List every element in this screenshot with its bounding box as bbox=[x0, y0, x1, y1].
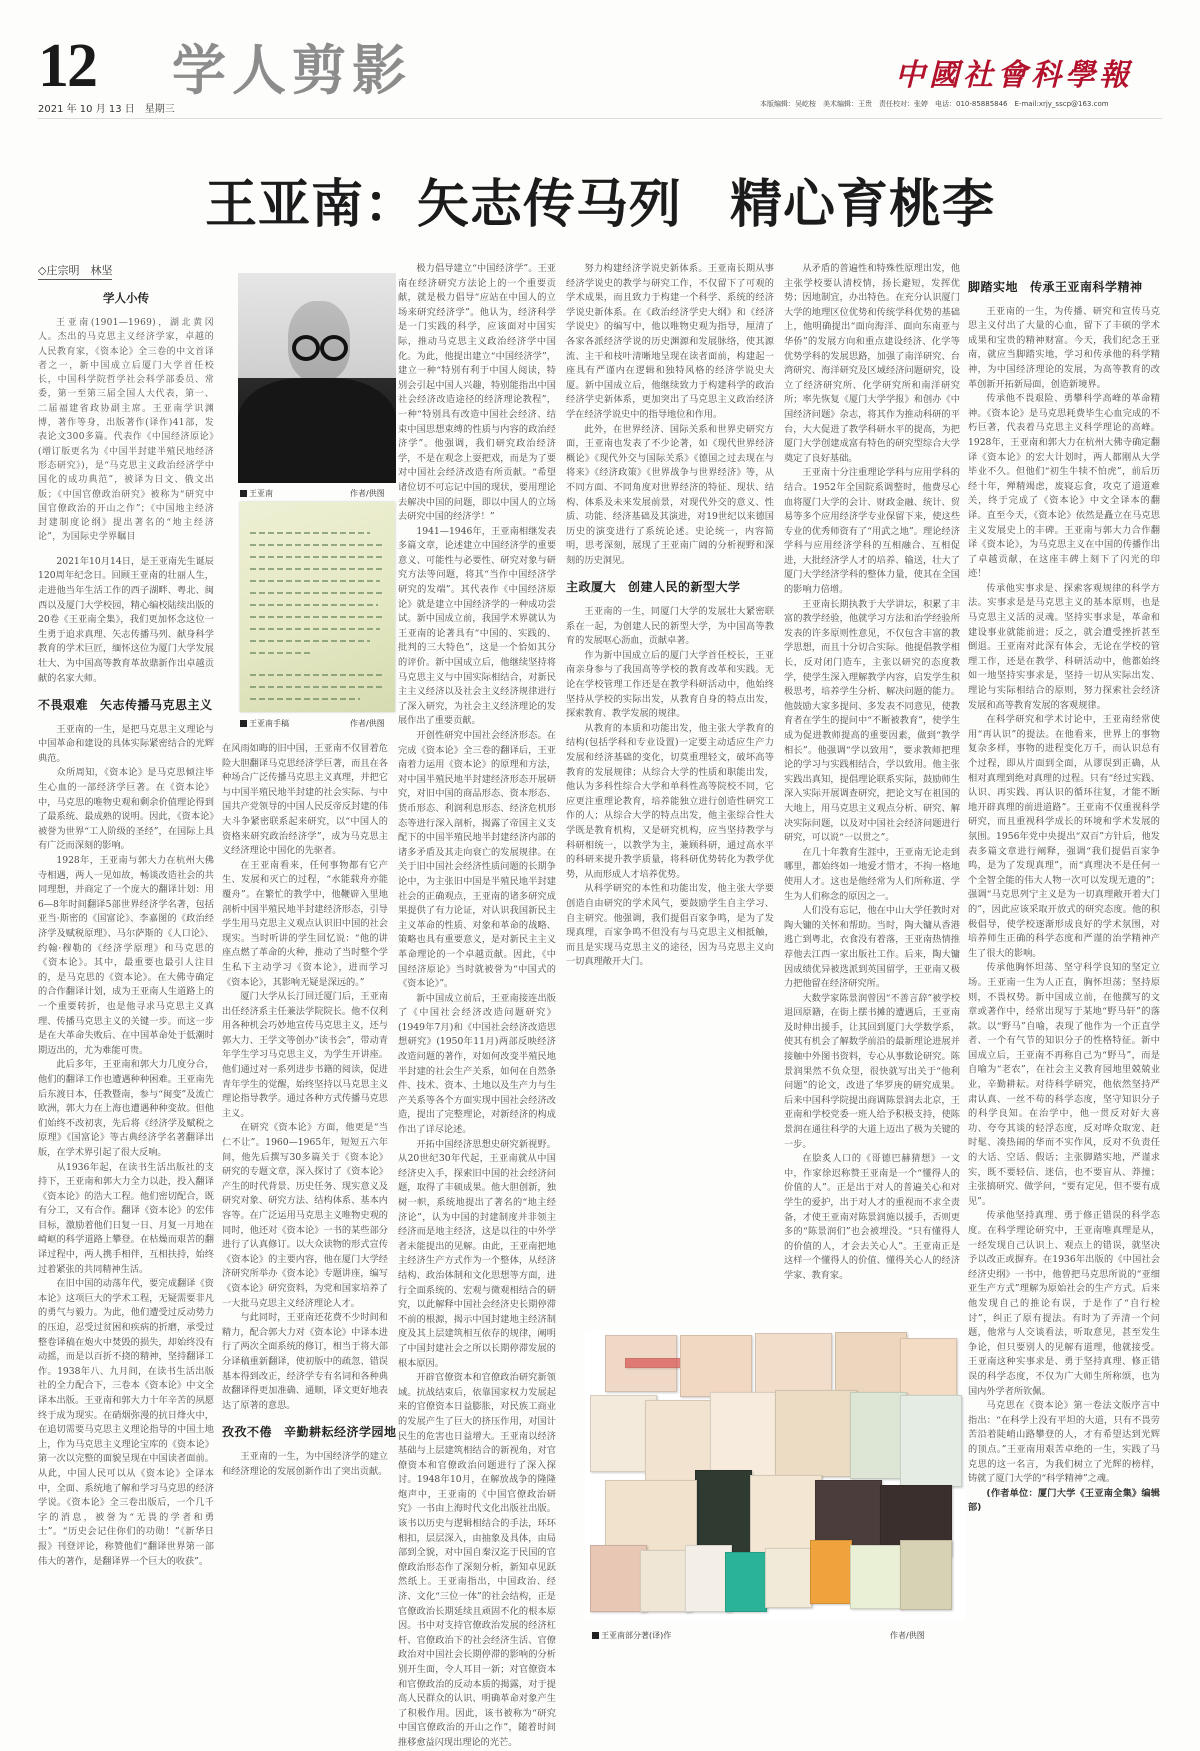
column-1 bbox=[38, 316, 214, 1646]
headline-part-1: 王亚南：矢志传马列 bbox=[204, 175, 682, 235]
paragraph: 王亚南的一生，是把马克思主义理论与中国革命和建设的具体实际紧密结合的光辉典范。 bbox=[38, 723, 214, 764]
column-6 bbox=[968, 262, 1160, 1642]
article-headline bbox=[0, 170, 1200, 240]
column-2 bbox=[222, 742, 397, 1646]
book-cover bbox=[590, 1545, 647, 1612]
paragraph: 从矛盾的普遍性和特殊性原理出发，他主张学校要认清校情，扬长避短，发挥优势；因地制宜，办出特色。在充分认识厦门大学的地理区位优势和传统学科优势的基础上，他明确提出“面向海洋、面向东南亚与华侨”的发展方向和重点建设经济、化学等优势学科的发展思路，加强了南洋研究、台湾研究、海洋研究及区域经济问题研究，设立了经济研究所、化学研究所和南洋研究所；率先恢复《厦门大学学报》和创办《中国经济问题》杂志，将其作为推动科研的平台，大大促进了教学科研水平的提高，为把厦门大学创建成富有特色的研究型综合大学奠定了良好基础。 bbox=[784, 263, 960, 464]
bio-text: 王亚南(1901—1969)，湖北黄冈人。杰出的马克思主义经济学家，卓越的人民教育家，《资本论》全三卷的中文首译者之一，新中国成立后厦门大学首任校长，中国科学院哲学社会科学部委员、常委，第一至第三届全国人大代表，第一、二届福建省政协副主席。王亚南学识渊博，著作等身，出版著作(译作)41部，发表论文300多篇。代表作《中国经济原论》(增订版更名为《中国半封建半殖民地经济形态研究》)，是“马克思主义政治经济学中国化的成功典范”，被译为日文、俄文出版；《中国官僚政治研究》被称为“研究中国官僚政治的开山之作”；《中国地主经济封建制度论纲》提出著名的“地主经济论”，为国际史学界瞩目 bbox=[38, 318, 214, 543]
paragraph: 此后多年，王亚南和郭大力几度分合，他们的翻译工作也遭遇种种困难。王亚南先后东渡日本，任教暨南，参与“闽变”及流亡欧洲，郭大力在上海也遭遇种种变故。但他们始终不改初衷，先后将《经济学及赋税之原理》《国富论》等古典经济学名著翻译出版，在学术界引起了很大反响。 bbox=[38, 1059, 214, 1158]
manuscript-image bbox=[240, 502, 395, 712]
portrait-photo bbox=[238, 273, 396, 483]
newspaper-logo: 中國社會科學報 bbox=[895, 58, 1133, 93]
section-heading-3: 主政厦大 创建人民的新型大学 bbox=[566, 580, 741, 595]
book-cover bbox=[835, 1332, 907, 1394]
paragraph: 1928年，王亚南与郭大力在杭州大佛寺相遇，两人一见如故，畅谈改造社会的共同理想，并商定了一个庞大的翻译计划：用6—8年时间翻译5部世界经济学名著，包括亚当·斯密的《国富论》、李嘉图的《政治经济学及赋税原理》、马尔萨斯的《人口论》、约翰·穆勒的《经济学原理》和马克思的《资本论》。其中，最重要也最引人注目的，是马克思的《资本论》。在大佛寺确定的合作翻译计划，成为王亚南人生道路上的一个重要转折，也是他寻求马克思主义真理、传播马克思主义的关键一步。而这一步是在大革命失败后、在中国革命处于低潮时期迈出的，尤为难能可贵。 bbox=[38, 855, 214, 1056]
section-heading-4: 脚踏实地 传承王亚南科学精神 bbox=[968, 280, 1143, 294]
headline-part-2: 精心育桃李 bbox=[730, 175, 996, 235]
paragraph: 在旧中国的动荡年代，要完成翻译《资本论》这项巨大的学术工程，无疑需要非凡的勇气与毅力。为此，他们遭受过反动势力的压迫，忍受过贫困和疾病的折磨，承受过整卷译稿在炮火中焚毁的损失，却始终没有动摇，而是以百折不挠的精神，坚持翻译工作。1938年八、九月间，在读书生活出版社的全力配合下，三卷本《资本论》中文全译本出版。王亚南和郭大力十年辛苦的夙愿终于成为现实。在硝烟弥漫的抗日烽火中，在追切需要马克思主义理论指导的中国土地上，作为马克思主义理论宝库的《资本论》第一次以完整的面貌呈现在中国读者面前。从此，中国人民可以从《资本论》全译本中，全面、系统地了解和学习马克思的经济学说。《资本论》全三卷出版后，一个几千字的消息，被誉为“无畏的学者和勇士”。“历史会记住你们的功勋！”《新华日报》刊登评论，称赞他们“翻译世界第一部伟大的著作，是翻译界一个巨大的收获”。 bbox=[38, 1278, 214, 1567]
books-credit: 作者/供图 bbox=[890, 1631, 925, 1640]
book-cover bbox=[765, 1548, 812, 1608]
paragraph: 在科学研究和学术讨论中，王亚南经常使用“再认识”的提法。在他看来，世界上的事物复杂多样，事物的进程变化万千，而认识总有个过程，即从片面到全面，从谬误到正确，从相对真理到绝对真理的过程。只有“经过实践、认识、再实践、再认识的循环往复，才能不断地开辟真理的前进道路”。王亚南不仅重视科学研究，而且重视科学成长的环境和学术发展的氛围。1956年党中央提出“双百”方针后，他发表多篇文章进行阐释，强调“我们提倡百家争鸣，是为了发现真理”，而“真理决不是任何一个全智全能的伟大人物一次可以发现无遗的”；强调“马克思列宁主义是为一切真理敞开着大门的”，因此应该采取开放式的研究态度。他的积极倡导，使学校逐渐形成良好的学术氛围，对培养师生正确的科学态度和严谨的治学精神产生了很大的影响。 bbox=[968, 714, 1160, 959]
paragraph: 人们没有忘记，他在中山大学任教时对陶大镛的关怀和帮助。当时，陶大镛从香港逃亡到粤北，衣食没有着落，王亚南热情推荐他去江西一家出版社工作。后来，陶大镛因成绩优异被选派到英国留学，王亚南又极力把他留在经济研究所。 bbox=[784, 905, 960, 990]
paragraph: 大数学家陈景润曾因“不善言辞”被学校退回原籍，在街上摆书摊的遭遇后，王亚南及时伸出援手，让其回到厦门大学数学系，使其有机会了解数学前沿的最新理论进展并接触中外图书资料，专心从事数论研究。陈景润果然不负众望，很快就写出关于“他利问题”的论文，改进了华罗庚的研究成果。后来中国科学院提出商调陈景润去北京，王亚南和学校党委一班人给予积极支持，使陈景润在通往科学的大道上迈出了极为关键的一步。 bbox=[784, 992, 960, 1150]
column-3 bbox=[398, 262, 556, 1748]
book-cover bbox=[755, 1333, 832, 1393]
column-4 bbox=[566, 262, 774, 1322]
paragraph: 1941—1946年，王亚南相继发表多篇文章，论述建立中国经济学的重要意义、可能性与必要性、研究对象与研究方法等问题，将其“当作中国经济学研究的发端”。其代表作《中国经济原论》就是建立中国经济学的一种成功尝试。新中国成立前，我国学术界就认为王亚南的论著具有“中国的、实践的、批判的三大特色”，这是一个恰如其分的评价。新中国成立后，他继续坚持将马克思主义与中国实际相结合，对新民主主义经济以及社会主义经济规律进行了深入研究，为社会主义经济理论的发展作出了重要贡献。 bbox=[398, 525, 556, 727]
book-cover bbox=[850, 1392, 907, 1479]
portrait-jacket bbox=[238, 378, 396, 483]
portrait-caption: 王亚南 bbox=[240, 488, 273, 499]
paragraph: 在研究《资本论》方面，他更是“当仁不让”。1960—1965年，短短五六年间，他先后撰写30多篇关于《资本论》研究的专题文章，深入探讨了《资本论》产生的时代背景、历史任务、现实意义及研究对象、研究方法、结构体系、基本内容等。在广泛运用马克思主义唯物史观的同时，他还对《资本论》一书的某些部分进行了认真修订。以大众读物的形式宣传《资本论》的主要内容，他在厦门大学经济研究所举办《资本论》专题讲座，编写《资本论》研究资料，为党和国家培养了一大批马克思主义经济理论人才。 bbox=[222, 1122, 388, 1309]
byline: ◇庄宗明 林坚 bbox=[38, 262, 112, 280]
paragraph: 在王亚南看来，任何事物都有它产生、发展和灭亡的过程，“水能载舟亦能覆舟”。在繁忙的教学中，他鞭辟入里地剖析中国半殖民地半封建经济形态，引导学生用马克思主义观点认识旧中国的社会现实。当时听讲的学生回忆说：“他的讲座点燃了革命的火种，推动了当时整个学生私下主动学习《资本论》，进而学习《资本论》，其影响无疑是深远的。” bbox=[222, 859, 388, 988]
paragraph: 开创性研究中国社会经济形态。在完成《资本论》全三卷的翻译后，王亚南着力运用《资本论》的原理和方法，对中国半殖民地半封建经济形态开展研究，对旧中国的商品形态、资本形态、货币形态、利润利息形态、经济危机形态等进行深入剖析，揭露了帝国主义支配下的中国半殖民地半封建经济内部的诸多矛盾及其走向衰亡的发展规律。在关于旧中国社会经济性质问题的长期争论中，为主张旧中国是半殖民地半封建社会的正确观点，王亚南的诸多研究成果提供了有力论证，对认识我国新民主主义革命的性质、对象和革命的战略、策略也具有重要意义，是对新民主主义革命理论的一个卓越贡献。因此，《中国经济原论》当时就被誉为“中国式的《资本论》”。 bbox=[398, 730, 556, 990]
paragraph: 王亚南长期执教于大学讲坛，积累了丰富的教学经验，他就学习方法和治学经验所发表的许多原则性意见，不仅包含丰富的教学思想，而且十分切合实际。他提倡教学相长，反对闭门造车，主张以研究的态度教学，使学生深入理解教学内容，启发学生积极思考，培养学生分析、解决问题的能力。他鼓励大家多提问、多发表不同意见，使教育者在学生的提问中“不断被教育”，使学生成为促进教师提高的重要因素，做到“教学相长”。他强调“学以致用”，要求教师把理论的学习与实践相结合，学以致用。他主张实践出真知，提倡理论联系实际，鼓励师生深入实际开展调查研究，把论文写在祖国的大地上，用马克思主义观点分析、研究、解决实际问题，以及对中国社会经济问题进行研究，可以说“一以贯之”。 bbox=[784, 598, 960, 844]
paragraph: 王亚南的一生，为中国经济学的建立和经济理论的发展创新作出了突出贡献。 bbox=[222, 1450, 388, 1477]
books-photo bbox=[585, 1330, 965, 1620]
glasses-right bbox=[320, 335, 348, 361]
paragraph: 从1936年起，在读书生活出版社的支持下，王亚南和郭大力全力以赴，投入翻译《资本论》的浩大工程。他们密切配合，既有分工，又有合作。翻译《资本论》的宏伟目标，激励着他们日复一日、月复一月地在崎岖的科学道路上攀登。在枯燥而艰苦的翻译过程中，两人携手相伴，互相扶持，始终过着紧张的共同精神生活。 bbox=[38, 1161, 214, 1275]
paragraph: 新中国成立前后，王亚南接连出版了《中国社会经济改造问题研究》(1949年7月)和《中国社会经济改造思想研究》(1950年11月)两部反映经济改造问题的著作，对如何改变半殖民地半封建的社会生产关系，如何在自然条件、技术、资本、土地以及生产力与生产关系等各个方面实现中国社会经济改造，提出了完整理论，对新经济的构成作出了详尽论述。 bbox=[398, 992, 556, 1136]
book-cover bbox=[680, 1335, 752, 1397]
book-cover bbox=[850, 1545, 902, 1609]
paragraph: 在几十年教育生涯中，王亚南无论走到哪里，都始终如一地爱才惜才，不拘一格地使用人才。这也是他经常为人们所称道、学生为人们称念的原因之一。 bbox=[784, 846, 960, 902]
manuscript-caption: 王亚南手稿 bbox=[240, 718, 289, 729]
paragraph: 从科学研究的本性和功能出发，他主张大学要创造自由研究的学术风气，要鼓励学生自主学习、自主研究。他强调，我们提倡百家争鸣，是为了发现真理，百家争鸣不但没有与马克思主义相抵触，而且是实现马克思主义的途径，因为马克思主义向一切真理敞开大门。 bbox=[566, 883, 774, 968]
glasses-left bbox=[292, 335, 320, 361]
paragraph: 与此同时，王亚南还花费不少时间和精力，配合郭大力对《资本论》中译本进行了两次全面系统的修订，相当于将大部分译稿重新翻译，使初版中的疏忽、错误基本得到改正，经济学专有名词和各种典故翻译得更加准确、通顺，译文更好地表达了原著的意思。 bbox=[222, 1312, 388, 1411]
bio-title: 学人小传 bbox=[103, 291, 149, 305]
paragraph: 传承他不畏艰险、勇攀科学高峰的革命精神。《资本论》是马克思耗费毕生心血完成的不朽巨著，代表着马克思主义科学理论的高峰。1928年，王亚南和郭大力在杭州大佛寺确定翻译《资本论》的宏大计划时，两人都刚从大学毕业不久。但他们“初生牛犊不怕虎”，前后历经十年，殚精竭虑，废寝忘食，攻克了道道难关，终于完成了《资本论》中文全译本的翻译。直至今天，《资本论》依然是矗立在马克思主义发展史上的丰碑。王亚南与郭大力合作翻译《资本论》，为马克思主义在中国的传播作出了卓越贡献，在这座丰碑上刻下了闪光的印迹！ bbox=[968, 393, 1160, 580]
paragraph: 努力构建经济学说史新体系。王亚南长期从事经济学说史的教学与研究工作，不仅留下了可观的学术成果，而且致力于构建一个科学、系统的经济学说史新体系。在《政治经济学史大纲》和《经济学说史》的编写中，他以唯物史观为指导，厘清了各家各派经济学说的历史渊源和发展脉络，使其源流、主干和枝叶清晰地呈现在读者面前，构建起一座具有严谨内在逻辑和独特风格的经济学说史大厦。新中国成立后，他继续致力于构建科学的政治经济学史新体系，更加突出了马克思主义政治经济学在经济学说史中的指导地位和作用。 bbox=[566, 263, 774, 420]
paragraph: 在脍炙人口的《哥德巴赫猜想》一文中，作家徐迟称赞王亚南是一个“懂得人的价值的人”。正是出于对人的普遍关心和对学生的爱护，出于对人才的重视而不求全责备，才使王亚南对陈景润施以援手，否则更多的“陈景润们”也会被埋没。“只有懂得人的价值的人，才会去关心人”。王亚南正是这样一个懂得人的价值、懂得关心人的经济学家、教育家。 bbox=[784, 1153, 960, 1281]
book-cover-orange bbox=[810, 1540, 852, 1604]
section-title: 学人剪影 bbox=[172, 38, 412, 102]
paragraph: 传承他实事求是、探索客观规律的科学方法。实事求是是马克思主义的基本原则，也是马克思主义活的灵魂。坚持实事求是，革命和建设事业就能前进；反之，就会遭受挫折甚至倒退。王亚南对此深有体会，无论在学校的管理工作，还是在教学、科研活动中，他都始终如一地坚持实事求是，坚持一切从实际出发、理论与实际相结合的原则，努力探索社会经济发展和高等教育发展的客观规律。 bbox=[968, 582, 1160, 711]
manuscript-credit: 作者/供图 bbox=[350, 719, 385, 728]
author-unit: (作者单位：厦门大学《王亚南全集》编辑部) bbox=[968, 1487, 1160, 1514]
portrait-credit: 作者/供图 bbox=[350, 489, 385, 498]
book-cover bbox=[900, 1395, 962, 1487]
paragraph: 王亚南的一生，同厦门大学的发展壮大紧密联系在一起，为创建人民的新型大学，为中国高等教育的发展呕心沥血，贡献卓著。 bbox=[566, 606, 774, 647]
paragraph: 王亚南十分注重理论学科与应用学科的结合。1952年全国院系调整时，他费尽心血将厦门大学的会计、财政金融、统计、贸易等多个应用经济学专业保留下来，使这些专业的优秀师资有了“用武之地”。理论经济学科与应用经济学科的互相融合、互相促进，大批经济学人才的培养、输送，壮大了厦门大学经济学科的整体力量，使其在全国的影响力倍增。 bbox=[784, 467, 960, 596]
paragraph: 众所周知，《资本论》是马克思倾注毕生心血的一部经济学巨著。在《资本论》中，马克思的唯物史观和剩余价值理论得到了最系统、最成熟的说明。因此，《资本论》被誉为世界“工人阶级的圣经”，在国际上具有广泛而深刻的影响。 bbox=[38, 767, 214, 852]
paragraph: 王亚南的一生，为传播、研究和宣传马克思主义付出了大量的心血，留下了丰硕的学术成果和宝贵的精神财富。今天，我们纪念王亚南，就应当脚踏实地，学习和传承他的科学精神，为中国经济理论的发展，为高等教育的改革创新开拓新局面，创造新境界。 bbox=[968, 305, 1160, 390]
issue-date: 2021 年 10 月 13 日 星期三 bbox=[38, 104, 175, 115]
paragraph: 开拓中国经济思想史研究新视野。从20世纪30年代起，王亚南就从中国经济史入手，探索旧中国的社会经济问题，取得了丰硕成果。他大胆创新，独树一帜，系统地提出了著名的“地主经济论”，认为中国的封建制度并非领主经济而是地主经济，这是以往的中外学者未能提出的见解。由此，王亚南把地主经济生产方式作为一个整体，从经济结构、政治体制和文化思想等方面，进行全面系统的、宏观与微观相结合的研究，以此解释中国社会经济史长期停滞不前的根源，揭示中国封建地主经济制度及其上层建筑相互依存的规律，阐明了中国封建社会之所以长期停滞发展的根本原因。 bbox=[398, 1138, 556, 1369]
paragraph: 传承他胸怀坦荡、坚守科学良知的坚定立场。王亚南一生为人正直，胸怀坦荡；坚持原则，不畏权势。新中国成立前，在他撰写的文章或著作中，经常出现写于某地“野马轩”的落款。以“野马”自喻，表现了他作为一个正直学者、一个有气节的知识分子的性格特征。新中国成立后，王亚南不再称自己为“野马”，而是自喻为“老农”，在社会主义教育园地里兢兢业业，辛勤耕耘。对待科学研究，他依然坚持严肃认真、一丝不苟的科学态度，坚守知识分子的科学良知。在治学中，他一贯反对好大喜功、夸夸其谈的轻浮态度，反对哗众取宠、赶时髦、凑热闹的华而不实作风，反对不负责任的大话、空话、假话；主张脚踏实地，严谨求实，既不要轻信、迷信，也不要盲从、莽撞；主张搞研究、做学问，“要有定见，但不要有成见”。 bbox=[968, 962, 1160, 1207]
book-cover-teal bbox=[725, 1552, 767, 1612]
section-heading-1: 不畏艰难 矢志传播马克思主义 bbox=[38, 698, 213, 713]
book-cover bbox=[900, 1338, 957, 1400]
paragraph: 传承他坚持真理、勇于修正错误的科学态度。在科学理论研究中，王亚南唯真理是从，一经发现自己认识上、观点上的错误，就坚决予以改正或摒弃。在1936年出版的《中国社会经济史纲》一书中，他曾把马克思所说的“亚细亚生产方式”理解为原始社会的生产方式。后来他发现自己的推论有误，于是作了“自行检讨”，纠正了原有提法。有时为了弄清一个问题，他常与人交谈看法，听取意见，甚至发生争论，但只要别人的见解有道理，他就接受。王亚南这种实事求是、勇于坚持真理、修正错误的科学态度，不仅为广大师生所称颂，也为国内外学者所钦佩。 bbox=[968, 1210, 1160, 1397]
column-5 bbox=[784, 262, 960, 1322]
paragraph: 厦门大学从长汀回迁厦门后，王亚南出任经济系主任兼法学院院长。他不仅利用各种机会巧妙地宣传马克思主义，还与郭大力、王学文等创办“读书会”，带动青年学生学习马克思主义，为学生开讲座。他们通过对一系列进步书籍的阅读，促进青年学生的觉醒，始终坚持以马克思主义理论指导教学。通过各种方式传播马克思主义。 bbox=[222, 991, 388, 1119]
page-number: 12 bbox=[38, 32, 96, 100]
section-heading-2: 孜孜不倦 辛勤耕耘经济学园地 bbox=[222, 1425, 397, 1440]
book-cover bbox=[900, 1540, 952, 1610]
paragraph: 马克思在《资本论》第一卷法文版序言中指出：“在科学上没有平坦的大道，只有不畏劳苦沿着陡峭山路攀登的人，才有希望达到光辉的顶点。”王亚南用艰苦卓绝的一生，实践了马克思的这一名言，为我们树立了光辉的榜样，铸就了厦门大学的“科学精神”之魂。 bbox=[968, 1400, 1160, 1485]
staff-credits: 本版编辑：吴屹桉 美术编辑：王贵 责任校对：张婷 电话：010-85885846 E-mail:xrjy_sscp@163.com bbox=[760, 100, 1109, 108]
paragraph: 在风雨如晦的旧中国，王亚南不仅冒着危险大胆翻译马克思经济学巨著，而且在各种场合广泛传播马克思主义真理，并把它与中国半殖民地半封建的社会实际、与中国共产党领导的中国人民反帝反封建的伟大斗争紧密联系起来研究，以“中国人的资格来研究政治经济学”，成为马克思主义经济理论中国化的先驱者。 bbox=[222, 743, 388, 857]
paragraph: 作为新中国成立后的厦门大学首任校长，王亚南亲身参与了我国高等学校的教育改革和实践。无论在学校管理工作还是在教学科研活动中，他始终坚持从学校的实际出发，从教育自身的特点出发，探索教育、教学发展的规律。 bbox=[566, 649, 774, 720]
paragraph: 开辟官僚资本和官僚政治研究新领域。抗战结束后，依靠国家权力发展起来的官僚资本日益膨胀，对民族工商业的发展产生了巨大的挤压作用，对国计民生的危害也日益增大。王亚南以经济基础与上层建筑相结合的新视角，对官僚资本和官僚政治问题进行了深入探讨。1948年10月，在解放战争的隆隆炮声中，王亚南的《中国官僚政治研究》一书由上海时代文化出版社出版。该书以历史与逻辑相结合的手法，环环相扣，层层深入，由抽象及具体，由局部到全貌，对中国自秦汉迄于民国的官僚政治形态作了深刻分析，新知卓见跃然纸上。王亚南指出，中国政治、经济、文化“三位一体”的社会结构，正是官僚政治长期延续且顽固不化的根本原因。书中对支持官僚政治发展的经济杠杆、官僚政治下的社会经济生活、官僚政治对中国社会长期停滞的影响的分析别开生面，令人耳目一新；对官僚资本和官僚政治的反动本质的揭露，对于提高人民群众的认识、明确革命对象产生了积极作用。因此，该书被称为“研究中国官僚政治的开山之作”，随着时间推移愈益闪现出理论的光芒。 bbox=[398, 1372, 556, 1748]
paragraph: 此外，在世界经济、国际关系和世界史研究方面，王亚南也发表了不少论著，如《现代世界经济概论》《现代外交与国际关系》《德国之过去现在与将来》《经济政策》《世界战争与世界经济》等，从不同方面、不同角度对世界经济的特征、现状、结构、体系及未来发展前景，对现代外交的意义、性质、功能、经济基础及其演进，对19世纪以来德国历史的演变进行了系统论述。史论统一，内容简明，思考深刻，展现了王亚南广阔的分析视野和深刻的历史洞见。 bbox=[566, 423, 774, 566]
header-divider bbox=[38, 118, 1162, 119]
paragraph: 从教育的本质和功能出发，他主张大学教育的结构(包括学科和专业设置)一定要主动适应生产力发展和经济基础的变化，切莫重理轻文，破坏高等教育的发展规律；从综合大学的性质和职能出发，他认为多科性综合大学和单科性高等院校不同，它应更注重理论教育，培养能独立进行创造性研究工作的人；从综合大学的特点出发，他主张综合性大学既是教育机构，又是研究机构，应当坚持教学与科研相统一，以教学为主，兼顾科研，通过高水平的科研来提升教学质量，将科研优势转化为教学优势，从而形成人才培养优势。 bbox=[566, 722, 774, 880]
book-cover bbox=[775, 1390, 857, 1477]
paragraph: 极力倡导建立“中国经济学”。王亚南在经济研究方法论上的一个重要贡献，就是极力倡导“应站在中国人的立场来研究经济学”。他认为，经济科学是一门实践的科学，应该面对中国实际，推动马克思主义政治经济学中国化。为此，他提出建立“中国经济学”，建立一种“特别有利于中国人阅读，特别会引起中国人兴趣，特别能指出中国社会经济改造途径的经济理论教程”，一种“特别具有改造中国社会经济、结束中国思想束缚的性质与内容的政治经济学”。他强调，我们研究政治经济学，不是在观念上耍把戏，而是为了要对中国社会经济改造有所贡献。“希望诸位切不可忘记中国的现状，要用理论去解决中国的问题，即以中国人的立场去研究中国的经济学！” bbox=[398, 263, 556, 523]
intro-paragraph: 2021年10月14日，是王亚南先生诞辰120周年纪念日。回顾王亚南的壮丽人生，走进他当年生活工作的西子湖畔、粤北、闽西以及厦门大学校园，精心编校陆续出版的20卷《王亚南全集》，我们更加怀念这位一生勇于追求真理、矢志传播马列、献身科学教育的学术巨匠，缅怀这位为厦门大学发展壮大、为中国高等教育革故鼎新作出卓越贡献的名家大师。 bbox=[38, 555, 214, 684]
books-caption: 王亚南部分著(译)作 bbox=[592, 1630, 671, 1641]
